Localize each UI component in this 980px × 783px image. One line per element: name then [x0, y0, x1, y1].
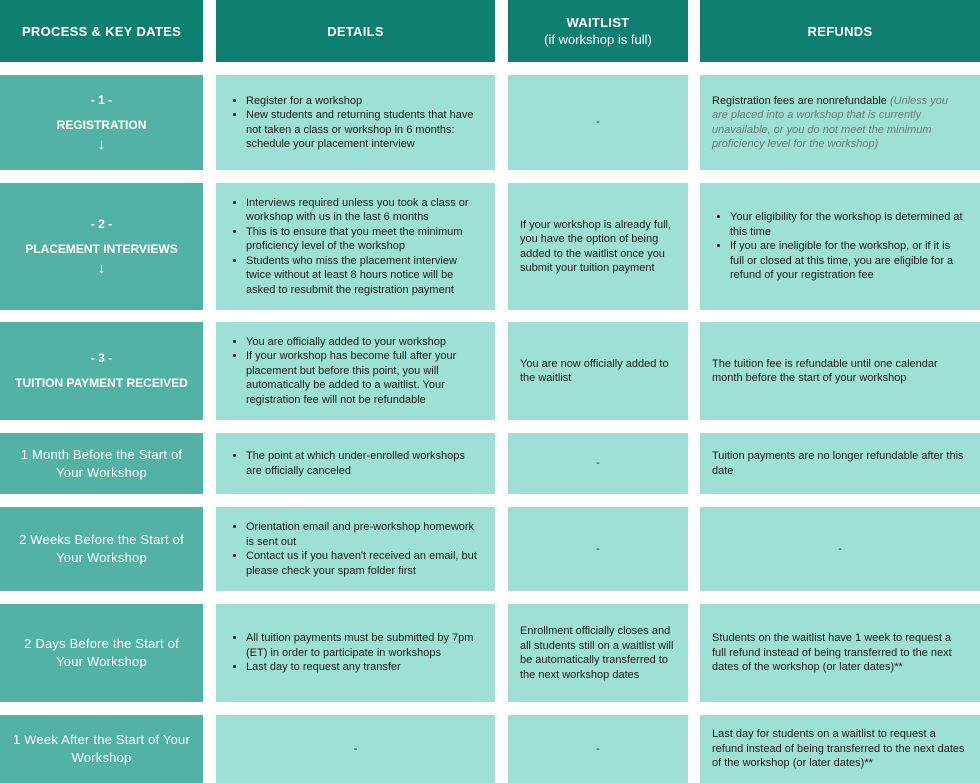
details-1-month-before	[216, 433, 495, 494]
process-step-tuition-payment	[0, 322, 203, 420]
down-arrow-icon: ↓	[97, 136, 106, 153]
refunds-text: The tuition fee is refundable until one calendar month before the start of your workshop	[712, 357, 938, 384]
process-1-week-after	[0, 715, 203, 783]
waitlist-text: -	[596, 542, 600, 555]
waitlist-2-days-before	[508, 604, 688, 702]
detail-item: • This is to ensure that you meet the minimum proficiency level of the workshop	[246, 225, 481, 254]
waitlist-1-week-after	[508, 715, 688, 783]
header-waitlist	[508, 0, 688, 62]
refunds-2-weeks-before	[700, 507, 980, 591]
step-title: 1 Week After the Start of Your Workshop	[12, 732, 191, 765]
refunds-text-block	[712, 94, 966, 152]
process-1-month-before	[0, 433, 203, 494]
step-number: - 3 -	[90, 351, 113, 365]
refunds-2-days-before	[700, 604, 980, 702]
header-process-label: PROCESS & KEY DATES	[21, 23, 182, 39]
header-refunds	[700, 0, 980, 62]
waitlist-text: -	[596, 457, 600, 470]
step-title: TUITION PAYMENT RECEIVED	[15, 376, 188, 390]
header-refunds-label: REFUNDS	[807, 23, 873, 39]
detail-item: • Students who miss the placement interview twice without at least 8 hours notice will be asked to resubmit the registration payment	[246, 254, 481, 298]
header-waitlist-label: WAITLIST	[566, 15, 630, 30]
details-2-days-before	[216, 604, 495, 702]
refunds-1-week-after	[700, 715, 980, 783]
step-title: REGISTRATION	[56, 118, 147, 132]
refunds-text: Tuition payments are no longer refundable after this date	[712, 450, 964, 477]
details-1-week-after	[216, 715, 495, 783]
detail-item: • The point at which under-enrolled workshops are officially canceled	[246, 449, 481, 478]
waitlist-text: Enrollment officially closes and all students still on a waitlist will be automatically transferred to the next workshop dates	[520, 625, 674, 681]
waitlist-text: If your workshop is already full, you have the option of being added to the waitlist once you submit your tuition payment	[520, 218, 672, 274]
waitlist-tuition-payment	[508, 322, 688, 420]
header-details-label: DETAILS	[327, 23, 384, 39]
down-arrow-icon: ↓	[97, 260, 106, 277]
refunds-note: (Unless you are placed into a workshop that is currently unavailable, or you do not meet the minimum proficiency level for the workshop)	[712, 94, 949, 150]
detail-item: • If your workshop has become full after your placement but before this point, you will automatically be added to a waitlist. Your registration fee will not be refundable	[246, 349, 481, 407]
waitlist-text: You are now officially added to the waitlist	[520, 357, 669, 384]
refund-item: • Your eligibility for the workshop is determined at this time	[730, 210, 966, 239]
step-title: 1 Month Before the Start of Your Workshop	[20, 446, 183, 480]
refunds-placement-interviews	[700, 183, 980, 310]
detail-item: • Orientation email and pre-workshop homework is sent out	[246, 520, 481, 549]
details-registration	[216, 75, 495, 170]
step-title: PLACEMENT INTERVIEWS	[25, 242, 178, 256]
detail-item: • Contact us if you haven't received an email, but please check your spam folder first	[246, 549, 481, 578]
waitlist-placement-interviews	[508, 183, 688, 310]
refunds-registration	[700, 75, 980, 170]
detail-text: -	[353, 742, 358, 755]
step-title: 2 Weeks Before the Start of Your Workshop	[19, 532, 184, 565]
detail-item: • All tuition payments must be submitted by 7pm (ET) in order to participate in workshops	[246, 631, 481, 660]
detail-item: • Register for a workshop	[246, 94, 481, 109]
process-step-placement-interviews	[0, 183, 203, 310]
details-tuition-payment	[216, 322, 495, 420]
detail-item: • New students and returning students that have not taken a class or workshop in 6 months: schedule your placement interview	[246, 108, 481, 152]
refunds-text: -	[838, 542, 842, 555]
step-number: - 1 -	[90, 93, 113, 107]
process-step-registration	[0, 75, 203, 170]
refunds-text: Students on the waitlist have 1 week to request a full refund instead of being transferred to the next dates of the workshop (or later dates)**	[712, 632, 952, 674]
detail-item: • Last day to request any transfer	[246, 660, 481, 675]
process-2-days-before	[0, 604, 203, 702]
refunds-text: Last day for students on a waitlist to request a refund instead of being transferred to the next dates of the workshop (or later dates)**	[712, 728, 965, 770]
details-placement-interviews	[216, 183, 495, 310]
refunds-tuition-payment	[700, 322, 980, 420]
step-number: - 2 -	[90, 217, 113, 231]
detail-item: • Interviews required unless you took a class or workshop with us in the last 6 months	[246, 196, 481, 225]
step-title: 2 Days Before the Start of Your Workshop	[24, 636, 179, 669]
header-waitlist-sublabel: (if workshop is full)	[544, 32, 652, 47]
waitlist-text: -	[596, 742, 600, 755]
waitlist-1-month-before	[508, 433, 688, 494]
waitlist-2-weeks-before	[508, 507, 688, 591]
header-details	[216, 0, 495, 62]
waitlist-text: -	[596, 116, 600, 129]
process-2-weeks-before	[0, 507, 203, 591]
details-2-weeks-before	[216, 507, 495, 591]
refunds-text: Registration fees are nonrefundable	[712, 94, 887, 107]
refund-item: • If you are ineligible for the workshop, or if it is full or closed at this time, you are eligible for a refund of your registration fee	[730, 239, 966, 283]
waitlist-registration	[508, 75, 688, 170]
detail-item: • You are officially added to your workshop	[246, 335, 481, 350]
refunds-1-month-before	[700, 433, 980, 494]
header-process	[0, 0, 203, 62]
